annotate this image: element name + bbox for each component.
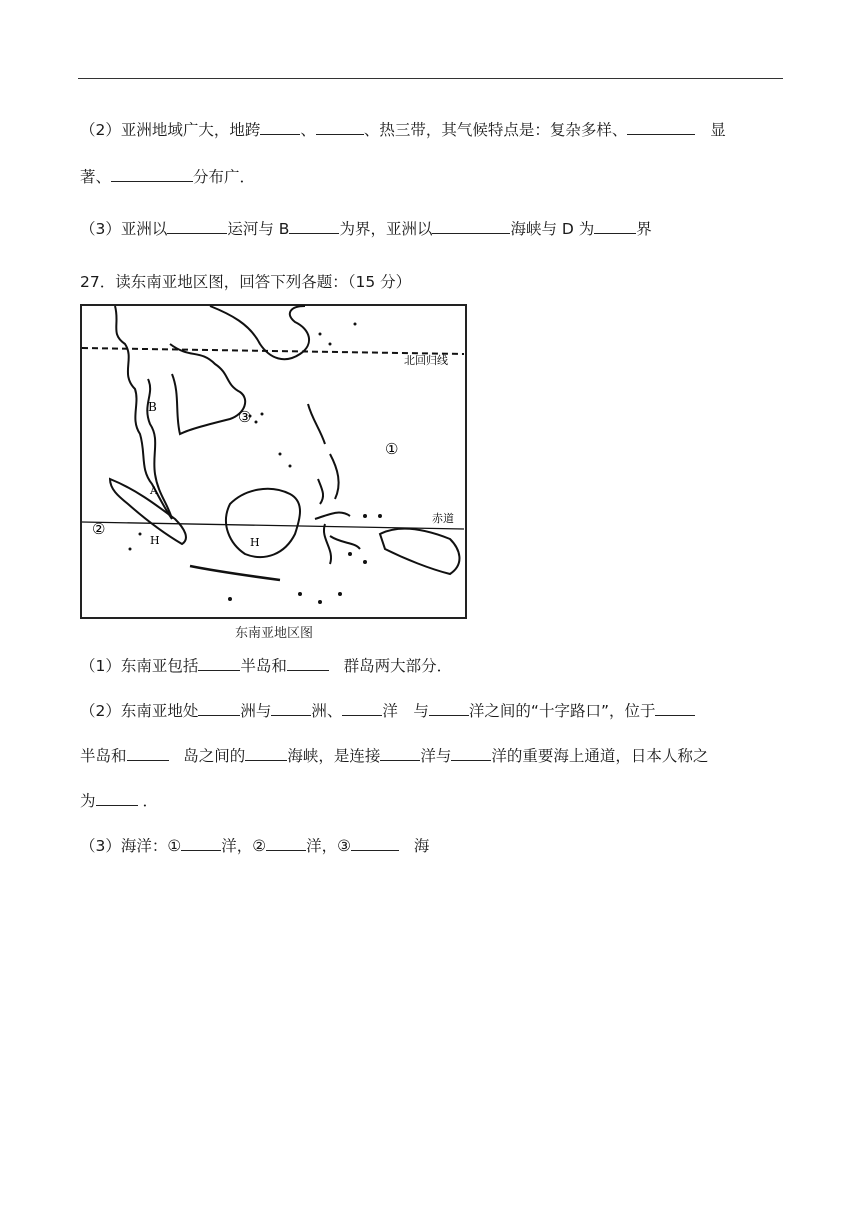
answer-blank[interactable]	[245, 746, 287, 761]
text: （2）东南亚地处	[80, 702, 199, 720]
answer-blank[interactable]	[198, 701, 240, 716]
answer-blank[interactable]	[627, 120, 695, 135]
answer-blank[interactable]	[351, 836, 399, 851]
text: （3）亚洲以	[80, 220, 168, 238]
southeast-asia-map	[80, 304, 468, 620]
text: 运河与 B	[227, 220, 290, 238]
marker-2: ②	[92, 520, 106, 538]
text: 岛之间的	[183, 747, 246, 765]
text: 分布广．	[193, 168, 256, 186]
q26-part3-line	[80, 217, 652, 239]
q27-part2-line3	[80, 789, 158, 811]
tropic-label: 北回归线	[404, 354, 448, 367]
text: （1）东南亚包括	[80, 657, 199, 675]
marker-1: ①	[385, 440, 399, 458]
answer-blank[interactable]	[316, 120, 364, 135]
text: 洲与	[240, 702, 272, 720]
map-caption: 东南亚地区图	[234, 626, 313, 641]
answer-blank[interactable]	[266, 836, 306, 851]
text: 海峡与 D 为	[510, 220, 595, 238]
label-b: B	[148, 400, 157, 414]
answer-blank[interactable]	[429, 701, 469, 716]
text: 、热三带，其气候特点是：复杂多样、	[363, 121, 628, 139]
question-title: 27．读东南亚地区图，回答下列各题：（15 分）	[80, 273, 412, 291]
text: ．	[142, 792, 158, 810]
answer-blank[interactable]	[260, 120, 300, 135]
label-h1: H	[150, 534, 160, 547]
text: 海	[413, 837, 430, 855]
text: 著、	[80, 168, 112, 186]
text: 为界，亚洲以	[339, 220, 433, 238]
q27-part2-line2	[80, 744, 708, 766]
answer-blank[interactable]	[287, 656, 329, 671]
text: 洋之间的“十字路口”，位于	[468, 702, 656, 720]
text: 海峡，是连接	[287, 747, 381, 765]
text: 洋 与	[382, 702, 429, 720]
text: 显	[710, 121, 726, 139]
text: （2）亚洲地域广大，地跨	[80, 121, 261, 139]
text: 洋与	[420, 747, 452, 765]
q26-part2-line1	[80, 118, 726, 140]
answer-blank[interactable]	[380, 746, 420, 761]
q27-part1-line	[80, 654, 452, 676]
q27-title	[80, 270, 411, 292]
label-a: A	[150, 484, 158, 497]
answer-blank[interactable]	[289, 219, 339, 234]
text: （3）海洋：①	[80, 837, 182, 855]
label-h2: H	[250, 536, 260, 549]
answer-blank[interactable]	[181, 836, 221, 851]
text: 洋的重要海上通道，日本人称之	[491, 747, 709, 765]
marker-3: ③	[238, 408, 252, 426]
answer-blank[interactable]	[127, 746, 169, 761]
answer-blank[interactable]	[594, 219, 636, 234]
header-rule	[78, 78, 783, 79]
text: 、	[300, 121, 316, 139]
answer-blank[interactable]	[271, 701, 311, 716]
text: 界	[636, 220, 652, 238]
q27-part2-line1	[80, 699, 695, 721]
answer-blank[interactable]	[198, 656, 240, 671]
answer-blank[interactable]	[342, 701, 382, 716]
answer-blank[interactable]	[96, 791, 138, 806]
q26-part2-line2	[80, 165, 255, 187]
text: 为	[80, 792, 96, 810]
answer-blank[interactable]	[655, 701, 695, 716]
text: 半岛和	[240, 657, 287, 675]
answer-blank[interactable]	[451, 746, 491, 761]
text: 洋，③	[306, 837, 352, 855]
equator-label: 赤道	[432, 512, 454, 525]
text: 洲、	[311, 702, 343, 720]
q27-part3-line	[80, 834, 429, 856]
answer-blank[interactable]	[167, 219, 227, 234]
text: 洋，②	[221, 837, 267, 855]
text: 群岛两大部分．	[343, 657, 453, 675]
answer-blank[interactable]	[432, 219, 510, 234]
answer-blank[interactable]	[111, 167, 193, 182]
text: 半岛和	[80, 747, 127, 765]
